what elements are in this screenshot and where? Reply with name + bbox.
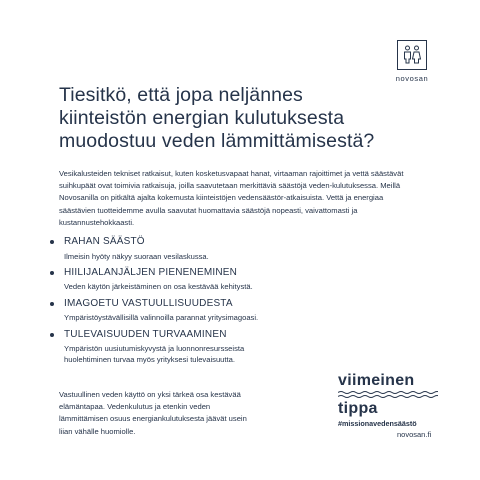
restroom-icon bbox=[397, 40, 427, 70]
benefit-description: Ilmeisin hyöty näkyy suoraan vesilaskussa. bbox=[64, 251, 209, 261]
benefit-description: Veden käytön järkeistäminen on osa kestävää kehitystä. bbox=[64, 282, 253, 292]
wave-icon bbox=[338, 390, 438, 399]
list-item bbox=[48, 267, 408, 293]
novosan-logo bbox=[388, 40, 436, 83]
campaign-logo bbox=[338, 372, 438, 429]
bullet-icon bbox=[50, 302, 54, 306]
campaign-hashtag: #missionavedensäästö bbox=[338, 419, 417, 428]
list-item bbox=[48, 329, 408, 366]
bullet-icon bbox=[50, 271, 54, 275]
benefit-list bbox=[48, 236, 408, 371]
benefit-title: TULEVAISUUDEN TURVAAMINEN bbox=[64, 328, 227, 340]
list-item bbox=[48, 298, 408, 324]
intro-paragraph: Vesikalusteiden tekniset ratkaisut, kuten kosketusvapaat hanat, virtaaman rajoittimet ja vettä säästävät suihkupäät ovat toimivia ratkaisuja, joilla saavutetaan merkittäviä säästöjä veden-kulutuksessa. Meillä Novosanilla on pitkältä ajalta kokemusta kiinteistöjen vedensäästör-atkaisuista. Vettä ja energiaa säästävien tuotteidemme avulla saavutat huomattavia säästöjä nopeasti, vaivattomasti ja kustannustehokkaasti. bbox=[59, 169, 404, 227]
bullet-icon bbox=[50, 333, 54, 337]
benefit-title: IMAGOETU VASTUULLISUUDESTA bbox=[64, 297, 233, 309]
bullet-icon bbox=[50, 240, 54, 244]
benefit-description-line: huolehtiminen turvaa myös yrityksesi tulevaisuutta. bbox=[64, 355, 235, 365]
benefit-description-line: Ympäristön uusiutumiskyvystä ja luonnonresursseista bbox=[64, 344, 245, 354]
benefit-title: RAHAN SÄÄSTÖ bbox=[64, 236, 145, 247]
headline-line: Tiesitkö, että jopa neljännes bbox=[59, 84, 303, 106]
list-item bbox=[48, 236, 408, 262]
website-link[interactable]: novosan.fi bbox=[397, 430, 432, 439]
campaign-title-line: viimeinen bbox=[338, 372, 415, 389]
headline-line: kiinteistön energian kulutuksesta bbox=[59, 107, 345, 129]
page-title bbox=[59, 84, 419, 153]
headline-line: muodostuu veden lämmittämisestä? bbox=[59, 130, 375, 152]
logo-wordmark: novosan bbox=[395, 74, 429, 83]
benefit-description bbox=[64, 343, 408, 365]
benefit-title: HIILIJALANJÄLJEN PIENENEMINEN bbox=[64, 266, 238, 278]
benefit-description: Ympäristöystävällisillä valinnoilla parannat yritysimagoasi. bbox=[64, 313, 259, 323]
outro-paragraph: Vastuullinen veden käyttö on yksi tärkeä osa kestävää elämäntapaa. Vedenkulutus ja etenkin veden lämmittämisen osuus energiankulutuksesta jäävät usein liian vähälle huomiolle. bbox=[59, 390, 247, 436]
campaign-title-line: tippa bbox=[338, 400, 378, 417]
